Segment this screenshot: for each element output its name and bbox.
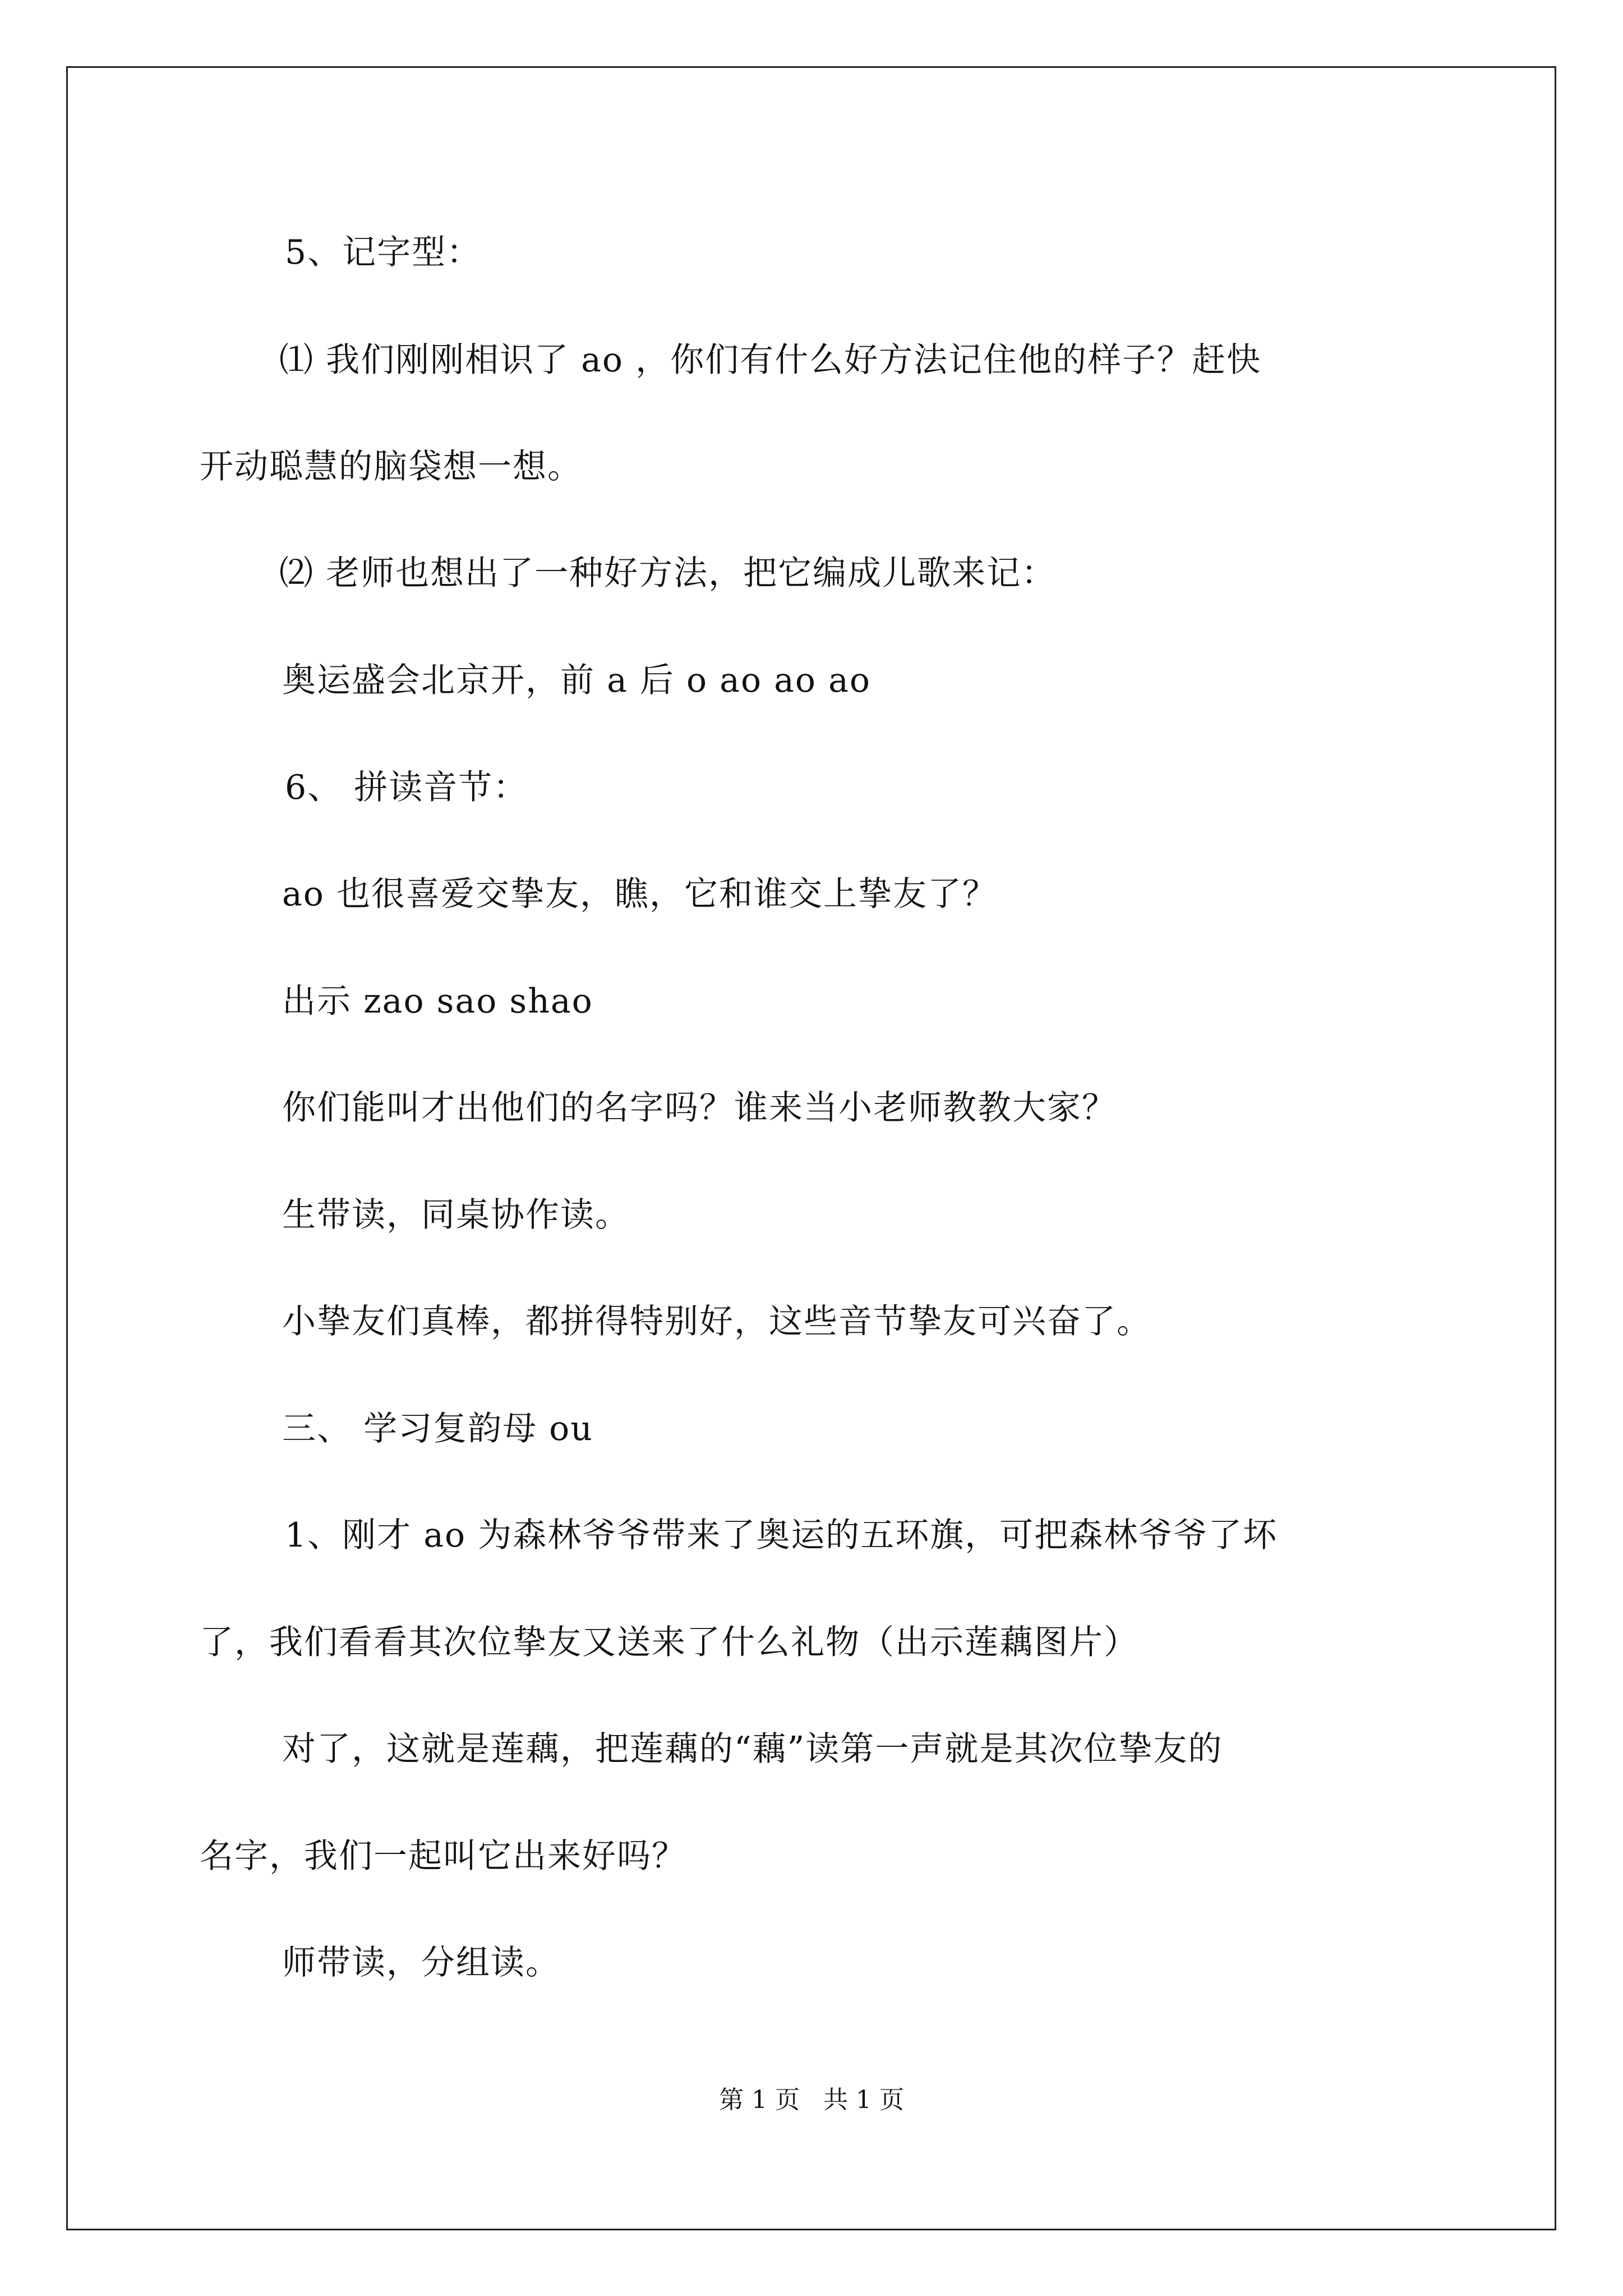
text-line: ⑵ 老师也想出了一种好方法，把它编成儿歌来记：	[279, 554, 1057, 593]
text-line: 生带读，同桌协作读。	[282, 1195, 630, 1235]
text-line: 6、 拼读音节：	[285, 768, 528, 807]
text-line: 小挚友们真棒，都拼得特别好，这些音节挚友可兴奋了。	[282, 1302, 1151, 1341]
text-line: ao 也很喜爱交挚友，瞧，它和谁交上挚友了？	[282, 875, 997, 914]
text-line: 奥运盛会北京开，前 a 后 o ao ao ao	[282, 661, 872, 700]
text-line: 5、记字型：	[285, 233, 482, 272]
text-line: 对了，这就是莲藕，把莲藕的“藕”读第一声就是其次位挚友的	[282, 1729, 1223, 1769]
text-line: 你们能叫才出他们的名字吗？谁来当小老师教教大家？	[282, 1088, 1117, 1128]
page-footer: 第 1 页 共 1 页	[719, 2086, 904, 2114]
text-line: ⑴ 我们刚刚相识了 ao ，你们有什么好方法记住他的样子？赶快	[279, 341, 1262, 380]
text-line: 了，我们看看其次位挚友又送来了什么礼物（出示莲藕图片）	[200, 1623, 1138, 1662]
text-line: 师带读，分组读。	[282, 1943, 560, 1982]
text-line: 名字，我们一起叫它出来好吗？	[200, 1837, 686, 1876]
text-line: 开动聪慧的脑袋想一想。	[200, 447, 582, 486]
text-line: 1、刚才 ao 为森林爷爷带来了奥运的五环旗，可把森林爷爷了坏	[285, 1516, 1278, 1555]
page-border	[66, 66, 1556, 2230]
text-line: 出示 zao sao shao	[282, 982, 593, 1021]
section-heading: 三、 学习复韵母 ou	[282, 1409, 593, 1448]
